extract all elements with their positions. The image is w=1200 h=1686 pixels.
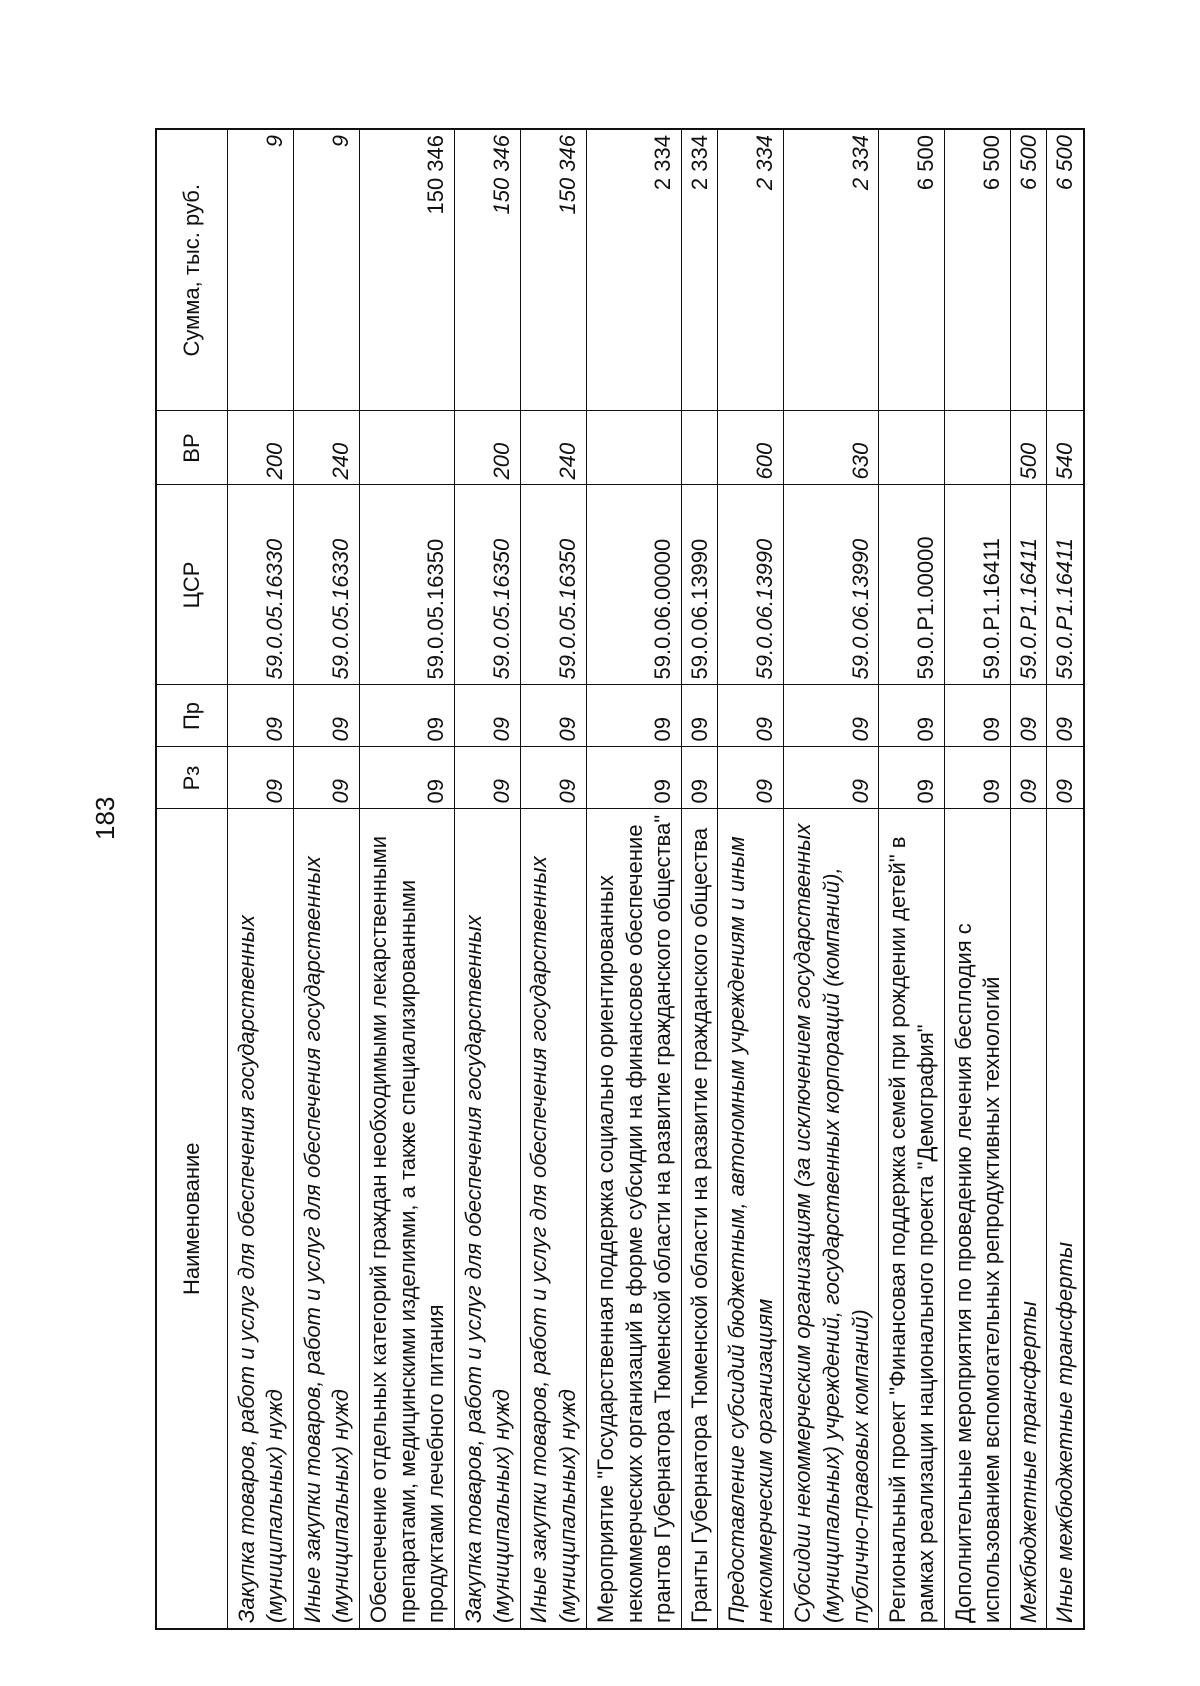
cell-csr: 59.0.05.16350 (454, 485, 520, 685)
table-row (454, 129, 520, 1629)
cell-rz: 09 (359, 747, 454, 809)
cell-name: Мероприятие "Государственная поддержка социально ориентированных некоммерческих организаций в форме субсидии на финансовое обеспечение грантов Губернатора Тюменской области на развитие гражданского общества" (586, 809, 681, 1629)
cell-csr: 59.0.05.16350 (359, 485, 454, 685)
cell-csr: 59.0.P1.16411 (1010, 485, 1047, 685)
cell-sum: 9 (228, 129, 294, 411)
table-body (228, 129, 1085, 1629)
cell-rz: 09 (945, 747, 1011, 809)
cell-rz: 09 (784, 747, 879, 809)
table-row (681, 129, 718, 1629)
cell-sum: 2 334 (586, 129, 681, 411)
cell-csr: 59.0.05.16350 (520, 485, 586, 685)
cell-rz: 09 (879, 747, 945, 809)
header-vr: ВР (156, 411, 228, 485)
header-name: Наименование (156, 809, 228, 1629)
cell-pr: 09 (454, 685, 520, 747)
cell-name: Субсидии некоммерческим организациям (за исключением государственных (муниципальных) учреждений, государственных корпораций (компаний), публично-правовых компаний) (784, 809, 879, 1629)
cell-vr (681, 411, 718, 485)
table-row (228, 129, 294, 1629)
cell-vr: 600 (718, 411, 784, 485)
table-row (586, 129, 681, 1629)
cell-csr: 59.0.05.16330 (293, 485, 359, 685)
cell-vr: 540 (1047, 411, 1084, 485)
cell-pr: 09 (681, 685, 718, 747)
cell-rz: 09 (293, 747, 359, 809)
cell-sum: 2 334 (718, 129, 784, 411)
table-header-row (156, 129, 228, 1629)
cell-vr: 200 (228, 411, 294, 485)
cell-pr: 09 (879, 685, 945, 747)
cell-pr: 09 (520, 685, 586, 747)
cell-sum: 6 500 (1047, 129, 1084, 411)
cell-vr: 240 (520, 411, 586, 485)
cell-sum: 150 346 (454, 129, 520, 411)
table-row (520, 129, 586, 1629)
cell-sum: 9 (293, 129, 359, 411)
table-row (879, 129, 945, 1629)
header-rz: Рз (156, 747, 228, 809)
cell-rz: 09 (520, 747, 586, 809)
table-row (1047, 129, 1084, 1629)
cell-sum: 150 346 (359, 129, 454, 411)
cell-pr: 09 (784, 685, 879, 747)
cell-pr: 09 (359, 685, 454, 747)
cell-vr (586, 411, 681, 485)
cell-vr: 200 (454, 411, 520, 485)
cell-csr: 59.0.06.00000 (586, 485, 681, 685)
rotated-table-container (155, 130, 1085, 1630)
cell-csr: 59.0.P1.00000 (879, 485, 945, 685)
cell-name: Обеспечение отдельных категорий граждан необходимыми лекарственными препаратами, медицинскими изделиями, а также специализированными продуктами лечебного питания (359, 809, 454, 1629)
cell-vr (879, 411, 945, 485)
cell-sum: 6 500 (879, 129, 945, 411)
header-sum: Сумма, тыс. руб. (156, 129, 228, 411)
cell-pr: 09 (1047, 685, 1084, 747)
table-row (945, 129, 1011, 1629)
cell-sum: 6 500 (945, 129, 1011, 411)
table-row (293, 129, 359, 1629)
cell-sum: 6 500 (1010, 129, 1047, 411)
cell-name: Иные закупки товаров, работ и услуг для обеспечения государственных (муниципальных) нужд (293, 809, 359, 1629)
cell-rz: 09 (454, 747, 520, 809)
cell-rz: 09 (228, 747, 294, 809)
table-row (1010, 129, 1047, 1629)
budget-table (155, 128, 1085, 1630)
cell-vr: 630 (784, 411, 879, 485)
cell-pr: 09 (293, 685, 359, 747)
cell-rz: 09 (586, 747, 681, 809)
cell-vr (359, 411, 454, 485)
cell-rz: 09 (1010, 747, 1047, 809)
cell-rz: 09 (1047, 747, 1084, 809)
cell-pr: 09 (1010, 685, 1047, 747)
cell-csr: 59.0.P1.16411 (945, 485, 1011, 685)
cell-pr: 09 (945, 685, 1011, 747)
table-row (718, 129, 784, 1629)
cell-vr: 240 (293, 411, 359, 485)
page-number: 183 (90, 796, 120, 840)
cell-vr: 500 (1010, 411, 1047, 485)
cell-sum: 150 346 (520, 129, 586, 411)
cell-name: Гранты Губернатора Тюменской области на развитие гражданского общества (681, 809, 718, 1629)
header-csr: ЦСР (156, 485, 228, 685)
cell-rz: 09 (681, 747, 718, 809)
cell-sum: 2 334 (784, 129, 879, 411)
cell-csr: 59.0.06.13990 (718, 485, 784, 685)
cell-csr: 59.0.06.13990 (784, 485, 879, 685)
cell-csr: 59.0.P1.16411 (1047, 485, 1084, 685)
cell-rz: 09 (718, 747, 784, 809)
table-row (359, 129, 454, 1629)
cell-pr: 09 (718, 685, 784, 747)
cell-csr: 59.0.05.16330 (228, 485, 294, 685)
cell-vr (945, 411, 1011, 485)
table-row (784, 129, 879, 1629)
cell-name: Предоставление субсидий бюджетным, автономным учреждениям и иным некоммерческим организациям (718, 809, 784, 1629)
cell-sum: 2 334 (681, 129, 718, 411)
cell-name: Региональный проект "Финансовая поддержка семей при рождении детей" в рамках реализации национального проекта "Демография" (879, 809, 945, 1629)
header-pr: Пр (156, 685, 228, 747)
cell-name: Межбюджетные трансферты (1010, 809, 1047, 1629)
cell-csr: 59.0.06.13990 (681, 485, 718, 685)
cell-name: Иные закупки товаров, работ и услуг для обеспечения государственных (муниципальных) нужд (520, 809, 586, 1629)
cell-name: Закупка товаров, работ и услуг для обеспечения государственных (муниципальных) нужд (454, 809, 520, 1629)
cell-name: Дополнительные мероприятия по проведению лечения бесплодия с использованием вспомогательных репродуктивных технологий (945, 809, 1011, 1629)
cell-pr: 09 (586, 685, 681, 747)
cell-name: Иные межбюджетные трансферты (1047, 809, 1084, 1629)
cell-name: Закупка товаров, работ и услуг для обеспечения государственных (муниципальных) нужд (228, 809, 294, 1629)
cell-pr: 09 (228, 685, 294, 747)
